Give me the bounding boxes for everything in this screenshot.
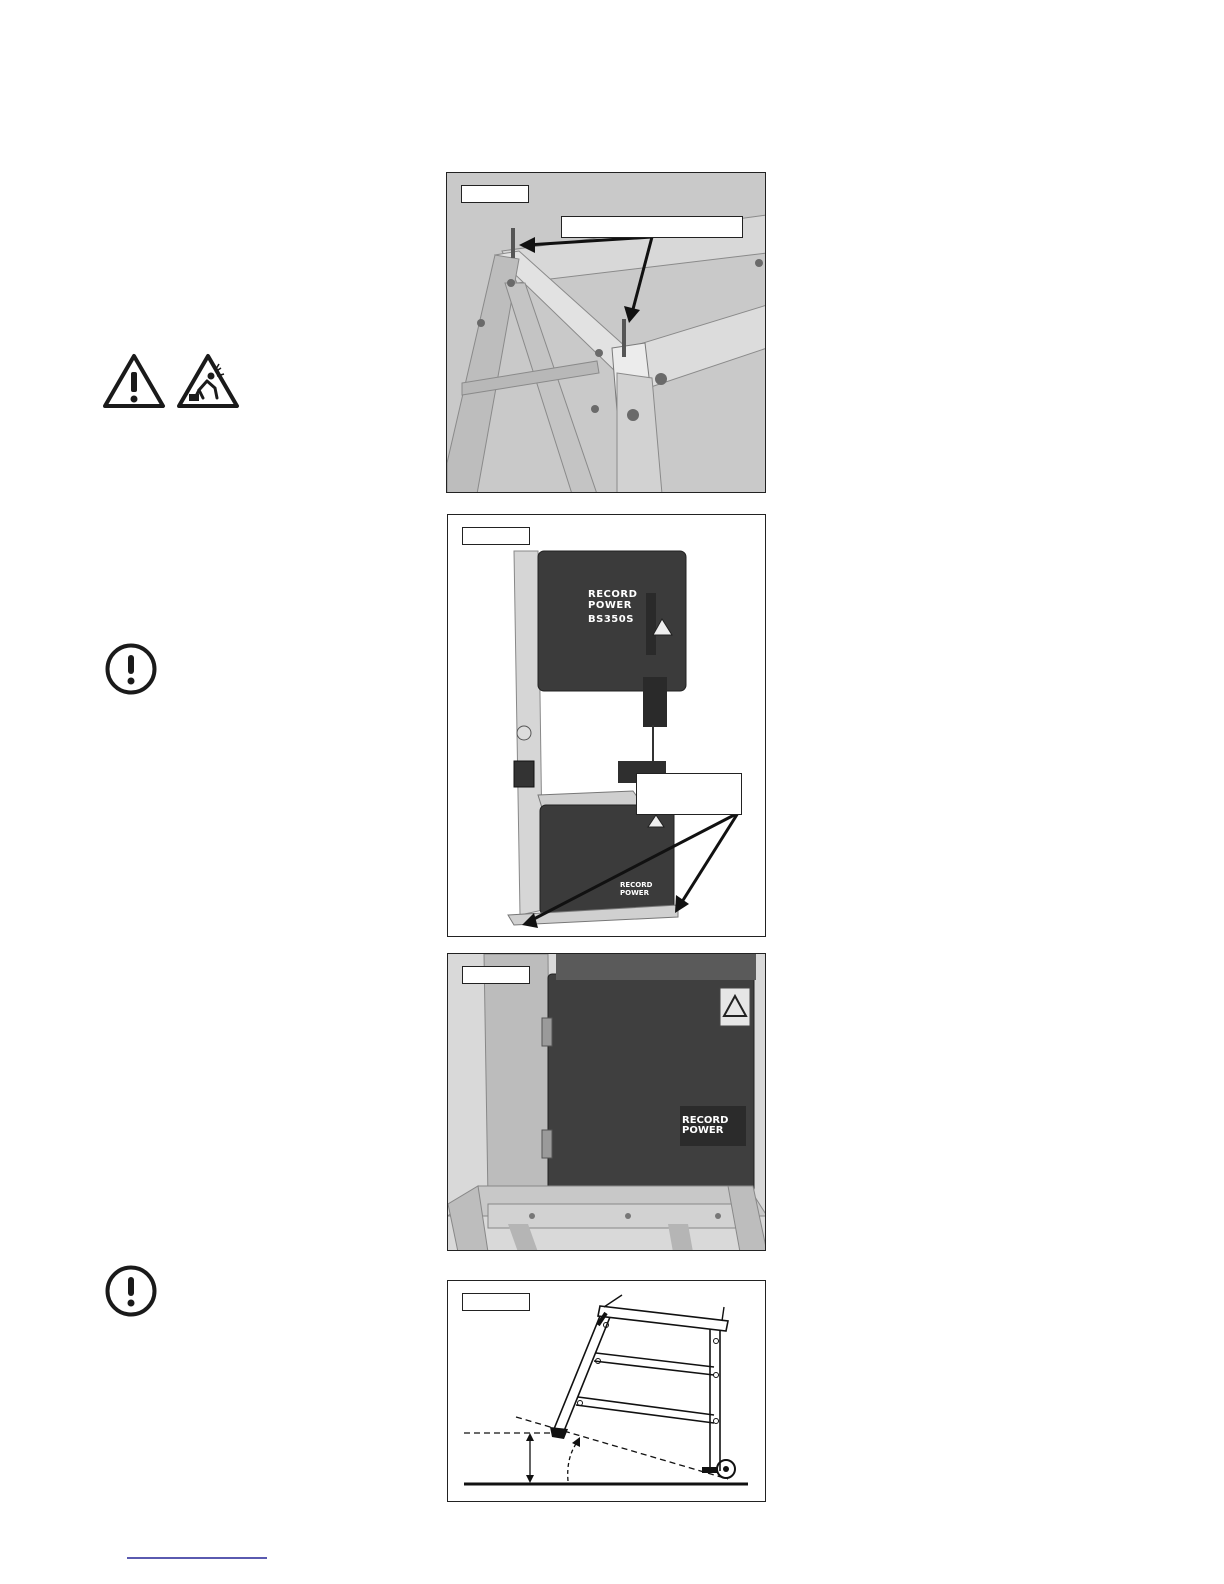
warning-triangle-icon bbox=[105, 356, 163, 406]
bandsaw-photo bbox=[448, 515, 766, 937]
brand-badge-upper bbox=[588, 589, 658, 625]
callout-box-studs bbox=[561, 216, 743, 238]
exclamation-circle-icon bbox=[104, 1264, 158, 1318]
figure-stand-studs bbox=[446, 172, 766, 493]
model-name-upper: BS350S bbox=[588, 614, 634, 625]
figure-label-box bbox=[461, 185, 529, 203]
figure-label-box bbox=[462, 966, 530, 984]
heavy-lifting-icon bbox=[179, 356, 237, 406]
figure-label-box bbox=[462, 1293, 530, 1311]
lower-door-photo bbox=[448, 954, 766, 1251]
figure-label-box bbox=[462, 527, 530, 545]
figure-lower-door bbox=[447, 953, 766, 1251]
brand-name-lower-door: RECORD POWER bbox=[682, 1115, 729, 1136]
caution-icon-2 bbox=[104, 1264, 158, 1318]
figure-tilt-diagram bbox=[447, 1280, 766, 1502]
callout-box-base-points bbox=[636, 773, 742, 815]
footer-rule bbox=[127, 1557, 267, 1559]
brand-name-lower-housing: RECORD POWER bbox=[620, 881, 653, 897]
brand-badge-lower bbox=[620, 881, 664, 897]
figure-bandsaw bbox=[447, 514, 766, 937]
warning-icon-group bbox=[103, 352, 241, 410]
caution-icon-1 bbox=[104, 642, 158, 696]
brand-name-upper: RECORD POWER bbox=[588, 589, 638, 611]
exclamation-circle-icon bbox=[104, 642, 158, 696]
brand-badge-lower-door bbox=[682, 1116, 744, 1136]
tilt-line-drawing bbox=[448, 1281, 766, 1502]
